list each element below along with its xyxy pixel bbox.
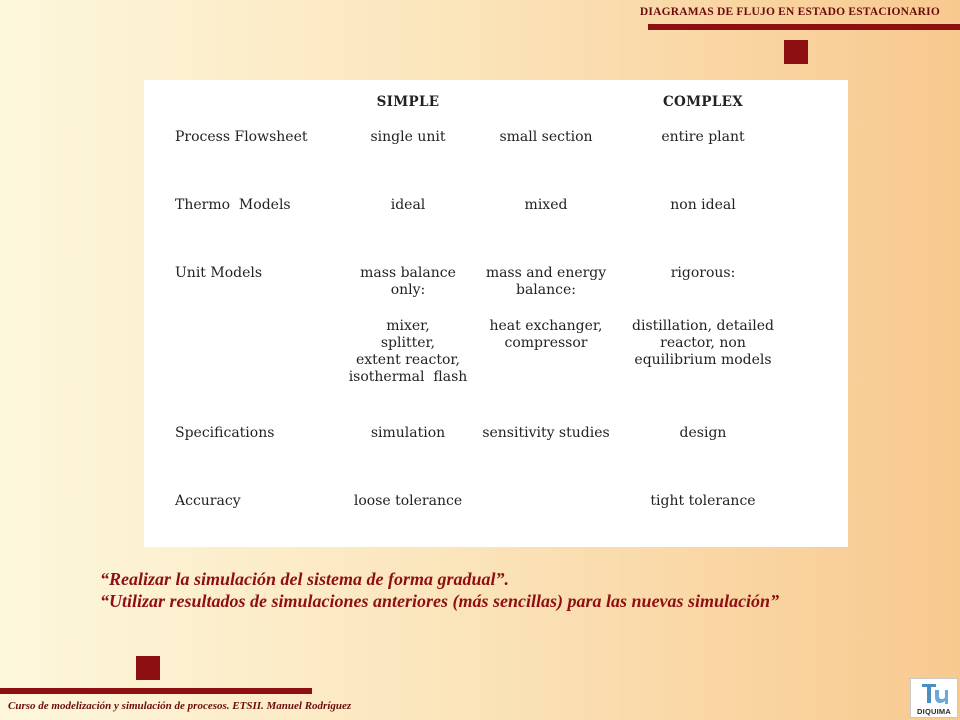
column-header-complex: COMPLEX <box>663 94 743 110</box>
row-label: Thermo Models <box>175 197 291 213</box>
logo-text: DIQUIMA <box>917 707 951 716</box>
cell-simple: loose tolerance <box>353 493 463 509</box>
cell-complex: rigorous: <box>670 265 736 281</box>
cell-complex: design <box>679 425 727 441</box>
diquima-logo <box>910 678 958 718</box>
cell-mid: heat exchanger, compressor <box>489 318 603 351</box>
row-label: Accuracy <box>175 493 241 509</box>
quote-line: “Utilizar resultados de simulaciones anteriores (más sencillas) para las nuevas simulación” <box>100 591 780 611</box>
cell-simple: simulation <box>370 425 446 441</box>
cell-complex: entire plant <box>661 129 745 145</box>
column-header-simple: SIMPLE <box>376 94 440 110</box>
cell-simple: ideal <box>390 197 426 213</box>
quotes-block <box>100 568 940 612</box>
cell-mid: small section <box>499 129 593 145</box>
footer-bar <box>0 688 312 694</box>
cell-simple: single unit <box>370 129 446 145</box>
cell-simple: mixer, splitter, extent reactor, isothermal flash <box>348 318 468 385</box>
cell-mid: sensitivity studies <box>482 425 610 441</box>
row-label: Specifications <box>175 425 275 441</box>
cell-complex: distillation, detailed reactor, non equilibrium models <box>632 318 774 368</box>
footer-text: Curso de modelización y simulación de procesos. ETSII. Manuel Rodríguez <box>8 700 352 712</box>
decor-square-bottom <box>136 656 160 680</box>
diquima-logo-icon <box>918 681 950 707</box>
comparison-table <box>144 80 848 547</box>
cell-mid: mass and energy balance: <box>485 265 607 298</box>
row-label: Unit Models <box>175 265 263 281</box>
cell-complex: non ideal <box>670 197 736 213</box>
quote-line: “Realizar la simulación del sistema de forma gradual”. <box>100 569 510 589</box>
cell-mid: mixed <box>524 197 568 213</box>
header-bar <box>648 24 960 30</box>
row-label: Process Flowsheet <box>175 129 308 145</box>
cell-simple: mass balance only: <box>360 265 456 298</box>
cell-complex: tight tolerance <box>650 493 756 509</box>
decor-square-top <box>784 40 808 64</box>
header-title: DIAGRAMAS DE FLUJO EN ESTADO ESTACIONARIO <box>639 6 940 18</box>
